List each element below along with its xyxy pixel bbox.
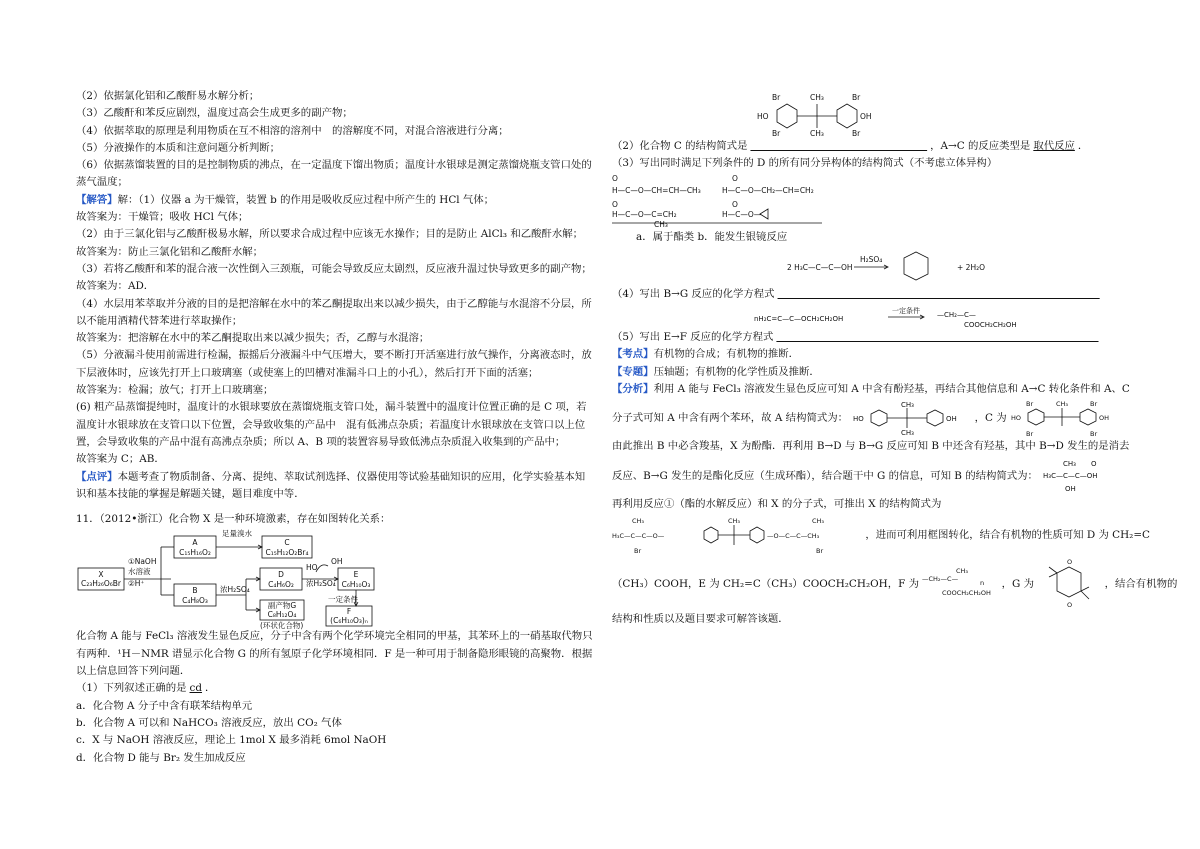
- c2-br-3: Br: [1090, 400, 1098, 409]
- comment-tag: 【点评】: [76, 470, 118, 483]
- fenxi-5: 再利用反应①（酯的水解反应）和 X 的分子式，可推出 X 的结构简式为: [612, 497, 942, 510]
- x-ch3-3: CH₃: [812, 516, 825, 525]
- fenxi-2a: 分子式可知 A 中含有两个苯环，故 A 结构简式为：: [612, 412, 849, 425]
- answer-first-text: 解：（1）仪器 a 为干燥管，装置 b 的作用是吸收反应过程中所产生的 HCl 气体；: [117, 193, 495, 206]
- compound-c-structure: [612, 88, 1132, 138]
- sub-question-1: [76, 680, 594, 697]
- f-ch3: CH₃: [956, 566, 969, 575]
- eq5-poly: —CH₂—C—: [937, 311, 976, 320]
- fenxi-1-text: 利用 A 能与 FeCl₃ 溶液发生显色反应可知 A 中含有酚羟基，再结合其他信息和 A→C 转化条件和 A、C: [653, 383, 1130, 396]
- c2-br-1: Br: [1026, 400, 1034, 409]
- answer-line: 故答案为 C；AB．: [76, 453, 165, 466]
- fenxi-tag: 【分析】: [612, 383, 654, 396]
- answer-line: 故答案为：AD．: [76, 280, 155, 293]
- eq4-cond: H₂SO₄: [860, 254, 883, 264]
- fenxi-6: [612, 513, 1150, 557]
- option-c: c．X 与 NaOH 溶液反应，理论上 1mol X 最多消耗 6mol NaOH: [76, 734, 387, 747]
- sub-question-4: [612, 286, 1132, 303]
- iso4: H—C—O—: [722, 209, 762, 219]
- g-o-bottom: O: [1067, 600, 1073, 609]
- eq5-sub: COOCH₂CH₂OH: [964, 321, 1017, 330]
- polymer-f-structure: [922, 567, 998, 601]
- q4-blank: [775, 288, 1103, 300]
- reagent-1: ①NaOH: [128, 557, 157, 567]
- c-label: C: [284, 538, 290, 548]
- answer-line: 故答案为：防止三氯化铝和乙酸酐水解；: [76, 245, 264, 258]
- left-column: [76, 88, 594, 767]
- fenxi-2b: ，C 为: [974, 412, 1007, 425]
- f-formula: (C₆H₁₀O₃)ₙ: [330, 616, 368, 626]
- question-11-text: 化合物 A 能与 FeCl₃ 溶液发生显色反应，分子中含有两个化学环境完全相同的甲基，其苯环上的一硝基取代物只有两种．¹H－NMR 谱显示化合物 G 的所有氢原子化学环境相同．F 是一种可用于制备隐形眼镜的高聚物．根据以上信息回答下列问题．: [76, 630, 593, 678]
- c2-br-2: Br: [1026, 430, 1034, 439]
- analysis-line: （2）依据氯化铝和乙酸酐易水解分析；: [76, 90, 260, 102]
- c2-br-4: Br: [1090, 430, 1098, 439]
- x-label: X: [98, 570, 104, 580]
- reagent-3: ②H⁺: [128, 579, 145, 589]
- iso3-o: O: [612, 199, 618, 209]
- ho-group: HO: [757, 112, 769, 121]
- q3-condition: a．属于酯类 b．能发生银镜反应: [636, 230, 788, 243]
- equation-e-to-f: [612, 303, 1132, 329]
- cond: 一定条件: [328, 595, 358, 605]
- reaction-scheme: [76, 528, 376, 631]
- q4-text: （4）写出 B→G 反应的化学方程式: [612, 287, 775, 300]
- eq4-left: 2 H₃C—C—C—OH: [787, 262, 853, 272]
- a-ch3-bottom: CH₃: [901, 429, 915, 438]
- q5-text: （5）写出 E→F 反应的化学方程式: [612, 331, 774, 344]
- c-formula: C₁₅H₁₂O₂Br₄: [265, 548, 309, 558]
- x-ch3-2: CH₃: [728, 516, 741, 525]
- b-label: B: [192, 586, 198, 596]
- fenxi-4: [612, 456, 1132, 496]
- conc-h2so4-2: 浓H₂SO₄: [306, 579, 336, 589]
- ch3-bottom: CH₃: [810, 129, 824, 138]
- f-n: n: [980, 578, 985, 587]
- fenxi-4-text: 反应、B→G 发生的是酯化反应（生成环酯），结合题干中 G 的信息，可知 B 的结构简式为：: [612, 469, 1038, 482]
- sub-question-2: [612, 138, 1132, 155]
- c2-ho: HO: [1011, 414, 1022, 423]
- option-b: b．化合物 A 可以和 NaHCO₃ 溶液反应，放出 CO₂ 气体: [76, 716, 342, 729]
- compound-b-structure: [1041, 458, 1151, 494]
- iso4-o: O: [732, 199, 738, 209]
- br-4: Br: [852, 129, 861, 138]
- x-br-2: Br: [816, 546, 824, 555]
- fenxi-7a: （CH₃）COOH，E 为 CH₂=C（CH₃）COOCH₂CH₂OH，F 为: [612, 577, 919, 590]
- x-right: —O—C—C—CH₃: [767, 531, 820, 540]
- c2-ch3: CH₃: [1056, 400, 1069, 409]
- br-1: Br: [772, 93, 781, 102]
- g-formula: C₈H₁₂O₄: [267, 610, 297, 620]
- d-label: D: [278, 570, 284, 580]
- compound-x-structure: [612, 513, 862, 557]
- q1-prefix: （1）下列叙述正确的是: [76, 682, 187, 695]
- fenxi-2: [612, 398, 1132, 438]
- a-formula: C₁₅H₁₆O₂: [179, 548, 211, 558]
- f-sub: COOCH₂CH₂OH: [942, 588, 992, 597]
- equation-b-to-g: [612, 246, 1132, 286]
- sub-question-5: [612, 329, 1132, 346]
- zhuanti: [612, 364, 1132, 381]
- fenxi-6-text: ，进而可利用框图转化，结合有机物的性质可知 D 为 CH₂=C: [865, 528, 1150, 541]
- q2-answer: 取代反应: [1033, 140, 1075, 152]
- option-d: d．化合物 D 能与 Br₂ 发生加成反应: [76, 751, 246, 764]
- compound-c-small-structure: [1010, 398, 1120, 438]
- option-a: a．化合物 A 分子中含有联苯结构单元: [76, 699, 253, 712]
- answer-line: 故答案为：检漏；放气；打开上口玻璃塞；: [76, 384, 274, 397]
- g-label: 副产物G: [267, 601, 297, 611]
- br-2: Br: [772, 129, 781, 138]
- fenxi-7b: ，G 为: [1001, 577, 1035, 590]
- q5-blank: [773, 331, 1101, 343]
- q2-blank: [747, 140, 930, 152]
- iso1-o: O: [612, 173, 618, 183]
- iso1: H—C—O—CH=CH—CH₃: [612, 185, 701, 195]
- d-formula: C₄H₆O₂: [268, 580, 294, 590]
- comment-block: [76, 469, 594, 504]
- ch3-top: CH₃: [810, 93, 824, 102]
- a-ch3-top: CH₃: [901, 401, 915, 410]
- q2-suffix: ．: [1077, 140, 1089, 152]
- analysis-line: （6）依据蒸馏装置的目的是控制物质的沸点，在一定温度下馏出物质；温度计水银球是测定蒸馏烧瓶支管口处的蒸气温度；: [76, 159, 592, 189]
- f-label: F: [346, 607, 352, 617]
- question-11-head: 11．（2012•浙江）化合物 X 是一种环境激素，存在如图转化关系：: [76, 513, 391, 526]
- x-ch3-1: CH₃: [632, 516, 645, 525]
- iso2-o: O: [732, 173, 738, 183]
- isomer-structures: [612, 173, 1132, 229]
- a-oh: OH: [946, 415, 958, 424]
- x-left: H₃C—C—C—O—: [612, 531, 665, 540]
- b-formula: C₄H₈O₃: [182, 596, 208, 606]
- eq5-cond: 一定条件: [892, 307, 920, 316]
- b-oh: OH: [1065, 484, 1077, 493]
- comment-text: 本题考查了物质制备、分离、提纯、萃取试剂选择、仪器使用等试验基础知识的应用，化学实验基本知识和基本技能的掌握是解题关键，题目难度中等．: [76, 470, 586, 500]
- f-poly: —CH₂—C—: [922, 574, 959, 583]
- right-column: [612, 88, 1178, 628]
- kaodian: [612, 346, 1132, 363]
- sub-question-3: （3）写出同时满足下列条件的 D 的所有同分异构体的结构简式（不考虑立体异构）: [612, 157, 998, 170]
- answer-line: （2）由于三氯化铝与乙酸酐极易水解，所以要求合成过程中应该无水操作；目的是防止 AlCl₃ 和乙酸酐水解；: [76, 228, 584, 241]
- reagent-2: 水溶液: [128, 567, 151, 577]
- answer-line: （3）若将乙酸酐和苯的混合液一次性倒入三颈瓶，可能会导致反应太剧烈，反应液升温过快导致更多的副产物；: [76, 262, 592, 275]
- iso3-me: CH₃: [654, 219, 668, 229]
- fenxi-1: [612, 381, 1132, 398]
- q1-answer: cd: [189, 682, 203, 695]
- fenxi-7c: ，结合有机物的: [1104, 577, 1178, 590]
- a-label: A: [192, 538, 198, 548]
- x-formula: C₂₃H₂₆O₆Br: [80, 579, 122, 589]
- g-o-top: O: [1067, 557, 1073, 566]
- b-struct: H₃C—C—C—OH: [1043, 471, 1098, 480]
- ho-label: HO: [306, 563, 318, 573]
- answer-line: 故答案为：把溶解在水中的苯乙酮提取出来以减少损失；否，乙醇与水混溶；: [76, 332, 430, 345]
- q2-mid: ，A→C 的反应类型是: [930, 140, 1031, 152]
- fenxi-7: [612, 557, 1178, 611]
- e-label: E: [353, 570, 359, 580]
- q2-prefix: （2）化合物 C 的结构简式是: [612, 140, 748, 152]
- answer-line: 故答案为：干燥管；吸收 HCl 气体；: [76, 211, 249, 224]
- e-formula: C₆H₁₀O₃: [341, 580, 371, 590]
- answer-line: （4）水层用苯萃取并分液的目的是把溶解在水中的苯乙酮提取出来以减少损失，由于乙醇能与水混溶不分层，所以不能用酒精代替苯进行萃取操作；: [76, 297, 592, 327]
- compound-a-structure: [851, 400, 971, 436]
- b-o: O: [1091, 459, 1097, 468]
- a-ho: HO: [853, 415, 865, 424]
- kaodian-text: 有机物的合成；有机物的推断．: [653, 348, 800, 361]
- c2-oh: OH: [1099, 414, 1110, 423]
- oh-label: OH: [331, 557, 343, 567]
- answer-line: (6) 粗产品蒸馏提纯时，温度计的水银球要放在蒸馏烧瓶支管口处，漏斗装置中的温度计位置正确的是 C 项，若温度计水银球放在支管口以下位置，会导致收集的产品中 混有低沸点杂质；若温度计水银球放在支管口以上位置，会导致收集的产品中混有高沸点杂质；所以 A、B 项的装置容易导致低沸点杂质混入收集到的产品中；: [76, 401, 587, 448]
- analysis-line: （3）乙酸酐和苯反应剧烈，温度过高会生成更多的副产物；: [76, 107, 353, 120]
- zhuanti-tag: 【专题】: [612, 365, 654, 378]
- eq5-left: nH₂C=C—C—OCH₂CH₂OH: [754, 315, 844, 324]
- br-water: 足量溴水: [222, 529, 252, 539]
- q1-suffix: ．: [205, 682, 216, 695]
- analysis-line: （4）依据萃取的原理是利用物质在互不相溶的溶剂中 的溶解度不同，对混合溶液进行分离；: [76, 124, 509, 137]
- compound-g-structure: [1037, 557, 1101, 611]
- fenxi-8: 结构和性质以及题目要求可解答该题．: [612, 612, 789, 625]
- answer-line: （5）分液漏斗使用前需进行检漏，振摇后分液漏斗中气压增大，要不断打开活塞进行放气操作，分离液态时，放下层液体时，应该先打开上口玻璃塞（或使塞上的凹槽对准漏斗口上的小孔），然后打开下面的活塞；: [76, 349, 592, 379]
- kaodian-tag: 【考点】: [612, 348, 654, 361]
- fenxi-3: 由此推出 B 中必含羧基，X 为酚酯．再利用 B→D 与 B→G 反应可知 B 中还含有羟基，其中 B→D 发生的是消去: [612, 440, 1130, 453]
- br-3: Br: [852, 93, 861, 102]
- g-note: (环状化合物): [260, 621, 304, 631]
- x-br-1: Br: [634, 546, 642, 555]
- iso2: H—C—O—CH₂—CH=CH₂: [722, 185, 814, 195]
- eq4-right: + 2H₂O: [957, 262, 985, 272]
- answer-first-line: [76, 192, 594, 209]
- answer-tag: 【解答】: [76, 193, 118, 206]
- zhuanti-text: 压轴题；有机物的化学性质及推断．: [653, 365, 820, 378]
- oh-group: OH: [860, 112, 872, 121]
- conc-h2so4: 浓H₂SO₄: [220, 585, 250, 595]
- analysis-line: （5）分液操作的本质和注意问题分析判断；: [76, 141, 281, 154]
- iso3: H—C—O—C=CH₂: [612, 209, 677, 219]
- b-ch3: CH₃: [1063, 459, 1077, 468]
